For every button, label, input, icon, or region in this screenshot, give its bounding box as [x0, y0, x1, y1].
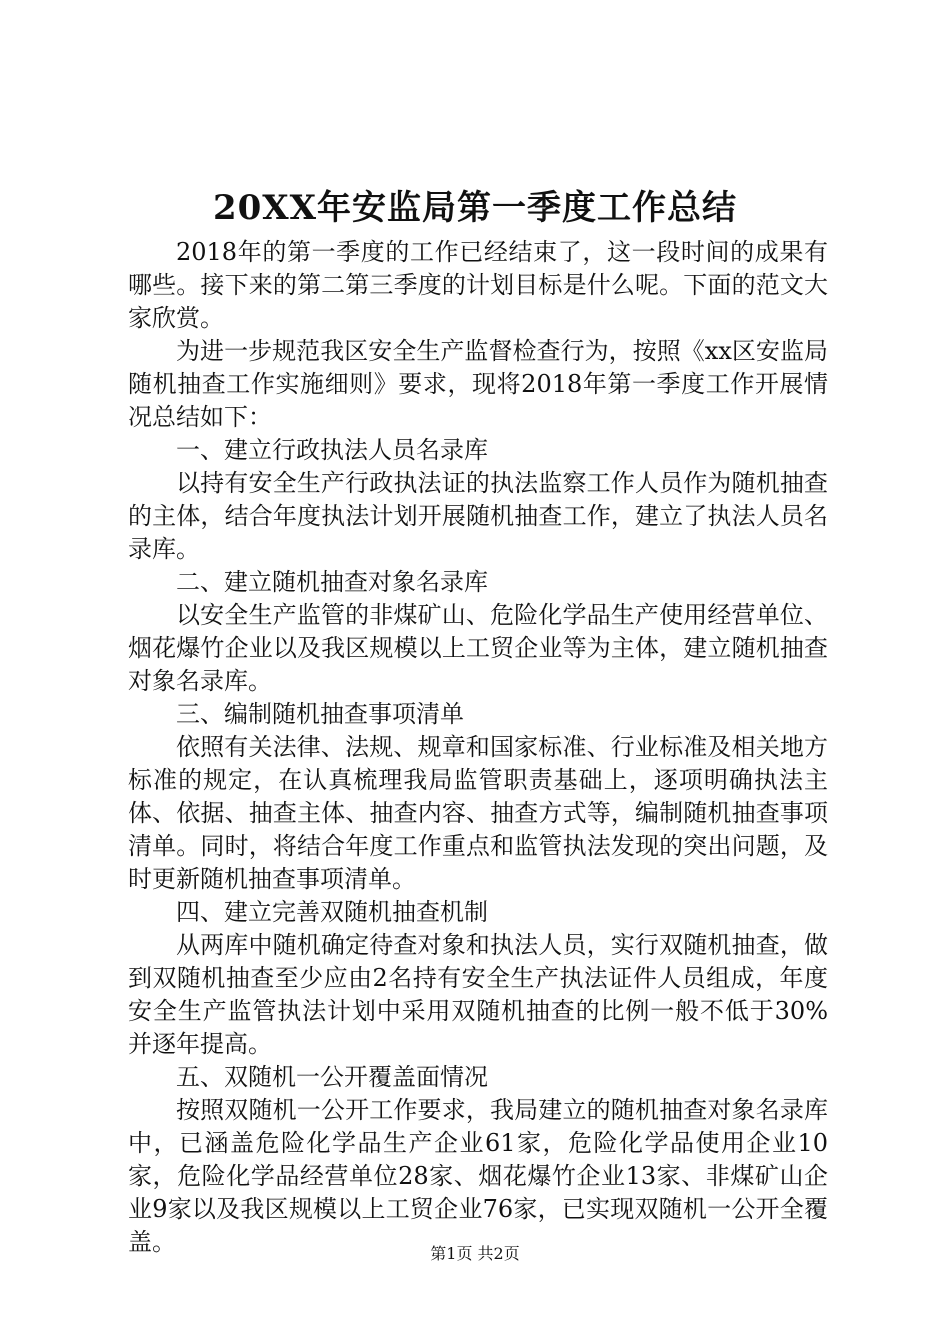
paragraph-purpose: 为进一步规范我区安全生产监督检查行为，按照《xx区安监局随机抽查工作实施细则》要求，现将2018年第一季度工作开展情况总结如下： [128, 337, 828, 431]
paragraph-section-3: 依照有关法律、法规、规章和国家标准、行业标准及相关地方标准的规定，在认真梳理我局监管职责基础上，逐项明确执法主体、依据、抽查主体、抽查内容、抽查方式等，编制随机抽查事项清单。同时，将结合年度工作重点和监管执法发现的突出问题，及时更新随机抽查事项清单。 [128, 733, 828, 893]
paragraph-section-2: 以安全生产监管的非煤矿山、危险化学品生产使用经营单位、烟花爆竹企业以及我区规模以上工贸企业等为主体，建立随机抽查对象名录库。 [128, 601, 828, 695]
document-title: 20XX年安监局第一季度工作总结 [212, 188, 738, 228]
paragraph-section-5: 按照双随机一公开工作要求，我局建立的随机抽查对象名录库中，已涵盖危险化学品生产企业61家，危险化学品使用企业10家，危险化学品经营单位28家、烟花爆竹企业13家、非煤矿山企业9家以及我区规模以上工贸企业76家，已实现双随机一公开全覆盖。 [128, 1096, 828, 1256]
section-heading-5: 五、双随机一公开覆盖面情况 [176, 1063, 488, 1091]
paragraph-section-1: 以持有安全生产行政执法证的执法监察工作人员作为随机抽查的主体，结合年度执法计划开展随机抽查工作，建立了执法人员名录库。 [128, 469, 828, 563]
paragraph-intro: 2018年的第一季度的工作已经结束了，这一段时间的成果有哪些。接下来的第二第三季度的计划目标是什么呢。下面的范文大家欣赏。 [128, 238, 828, 332]
section-heading-3: 三、编制随机抽查事项清单 [176, 700, 464, 728]
section-heading-1: 一、建立行政执法人员名录库 [176, 436, 488, 464]
page-footer: 第1页 共2页 [430, 1244, 520, 1263]
paragraph-section-4: 从两库中随机确定待查对象和执法人员，实行双随机抽查，做到双随机抽查至少应由2名持有安全生产执法证件人员组成，年度安全生产监管执法计划中采用双随机抽查的比例一般不低于30%并逐年提高。 [128, 931, 828, 1058]
section-heading-4: 四、建立完善双随机抽查机制 [176, 898, 488, 926]
section-heading-2: 二、建立随机抽查对象名录库 [176, 568, 488, 596]
document-body [128, 236, 828, 1259]
